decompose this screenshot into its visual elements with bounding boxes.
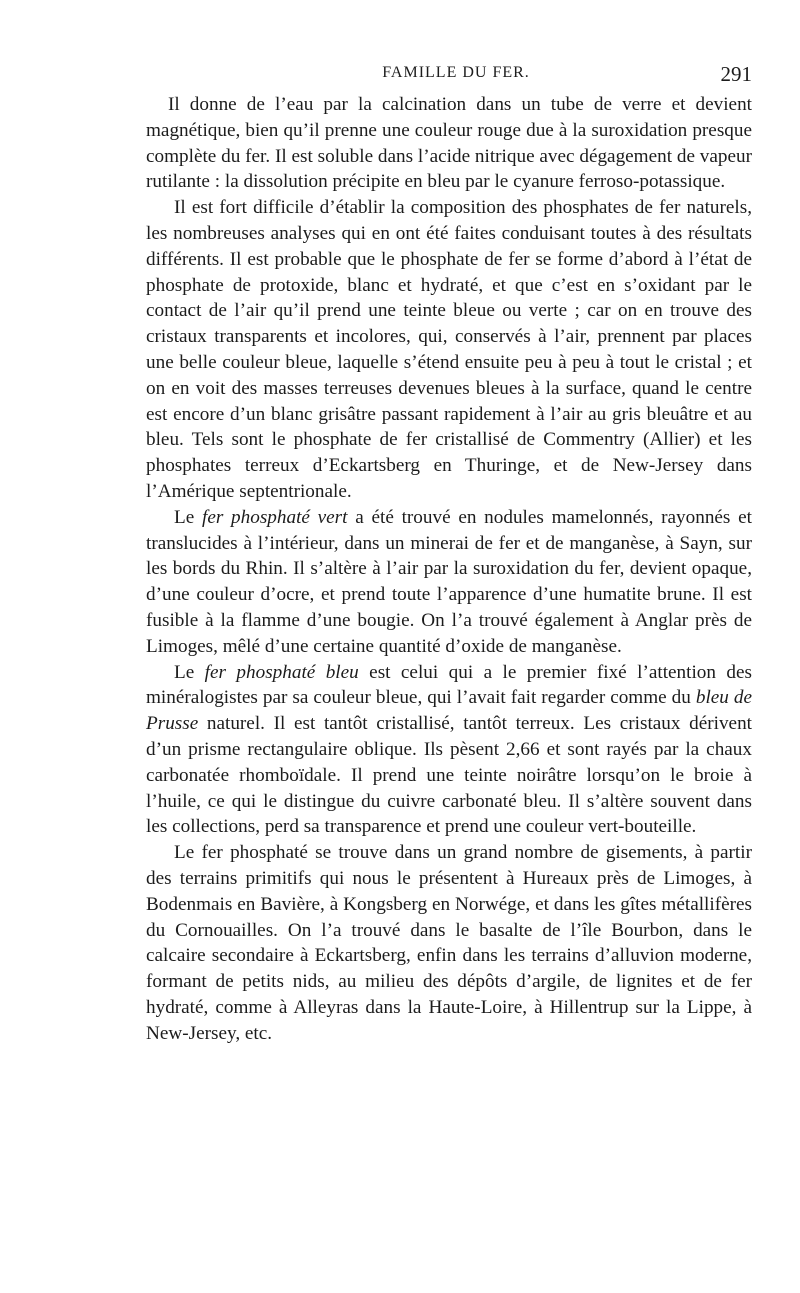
paragraph-composition: Il est fort difficile d’établir la composition des phosphates de fer naturels, les nombreuses analyses qui en ont été faites conduisant toutes à des résultats différents. Il est probable que le phosphate de fer se forme d’abord à l’état de phosphate de protoxide, blanc et hydraté, et que c’est en s’oxidant par le contact de l’air qu’il prend une teinte bleue ou verte ; car on en trouve des cristaux transparents et incolores, qui, conservés à l’air, prennent par places une belle couleur bleue, laquelle s’étend ensuite peu à peu à tout le cristal ; et on en voit des masses terreuses devenues bleues à la surface, quand le centre est encore d’un blanc grisâtre passant rapidement à l’air au gris bleuâtre et au bleu. Tels sont le phosphate de fer cristallisé de Commentry (Allier) et les phosphates terreux d’Eckartsberg en Thuringe, et de New-Jersey dans l’Amérique septentrionale. <box>146 197 752 502</box>
paragraph-fer-phosphate-bleu <box>146 660 752 841</box>
paragraph-text: a été trouvé en nodules mamelonnés, rayonnés et translucides à l’intérieur, dans un minerai de fer et de manganèse, à Sayn, sur les bords du Rhin. Il s’altère à l’air par la suroxidation du fer, devient opaque, d’une couleur d’ocre, et prend toute l’apparence d’une humatite brune. Il est fusible à la flamme d’une bougie. On l’a trouvé également à Anglar près de Limoges, mêlé d’une certaine quantité d’oxide de manganèse. <box>146 506 752 657</box>
paragraph-text: est celui qui a le premier fixé l’attention des minéralogistes par sa couleur bleue, qui l’avait fait regarder comme du <box>146 661 752 709</box>
paragraph-text: Le <box>174 506 202 528</box>
pigment-name-italic: bleu de Prusse <box>146 687 752 735</box>
paragraph-fer-phosphate-vert <box>146 505 752 660</box>
paragraph-text: naturel. Il est tantôt cristallisé, tantôt terreux. Les cristaux dérivent d’un prisme rectangulaire oblique. Ils pèsent 2,66 et sont rayés par la chaux carbonatée rhomboïdale. Il prend une teinte noirâtre lorsqu’on le broie à l’huile, ce qui le distingue du cuivre carbonaté bleu. Il s’altère souvent dans les collections, perd sa transparence et prend une couleur vert-bouteille. <box>146 713 752 838</box>
paragraph-calcination: Il donne de l’eau par la calcination dans un tube de verre et devient magnétique, bien qu’il prenne une couleur rouge due à la suroxidation presque complète du fer. Il est soluble dans l’acide nitrique avec dégagement de vapeur rutilante : la dissolution précipite en bleu par le cyanure ferroso-potassique. <box>146 94 752 193</box>
paragraph-gisements: Le fer phosphaté se trouve dans un grand nombre de gisements, à partir des terrains primitifs qui nous le présentent à Hureaux près de Limoges, à Bodenmais en Bavière, à Kongsberg en Norwége, et dans les gîtes métallifères du Cornouailles. On l’a trouvé dans le basalte de l’île Bourbon, dans le calcaire secondaire à Eckartsberg, enfin dans les terrains d’alluvion moderne, formant de petits nids, au milieu des dépôts d’argile, de lignites et de fer hydraté, comme à Alleyras dans la Haute-Loire, à Hillentrup sur la Lippe, à New-Jersey, etc. <box>146 842 752 1044</box>
running-title: FAMILLE DU FER. <box>382 64 530 81</box>
page-number: 291 <box>720 62 752 86</box>
mineral-name-italic: fer phosphaté bleu <box>204 661 359 683</box>
page-header <box>140 64 752 88</box>
body-text <box>146 92 752 1046</box>
mineral-name-italic: fer phosphaté vert <box>201 506 348 528</box>
paragraph-text: Le <box>174 661 205 683</box>
